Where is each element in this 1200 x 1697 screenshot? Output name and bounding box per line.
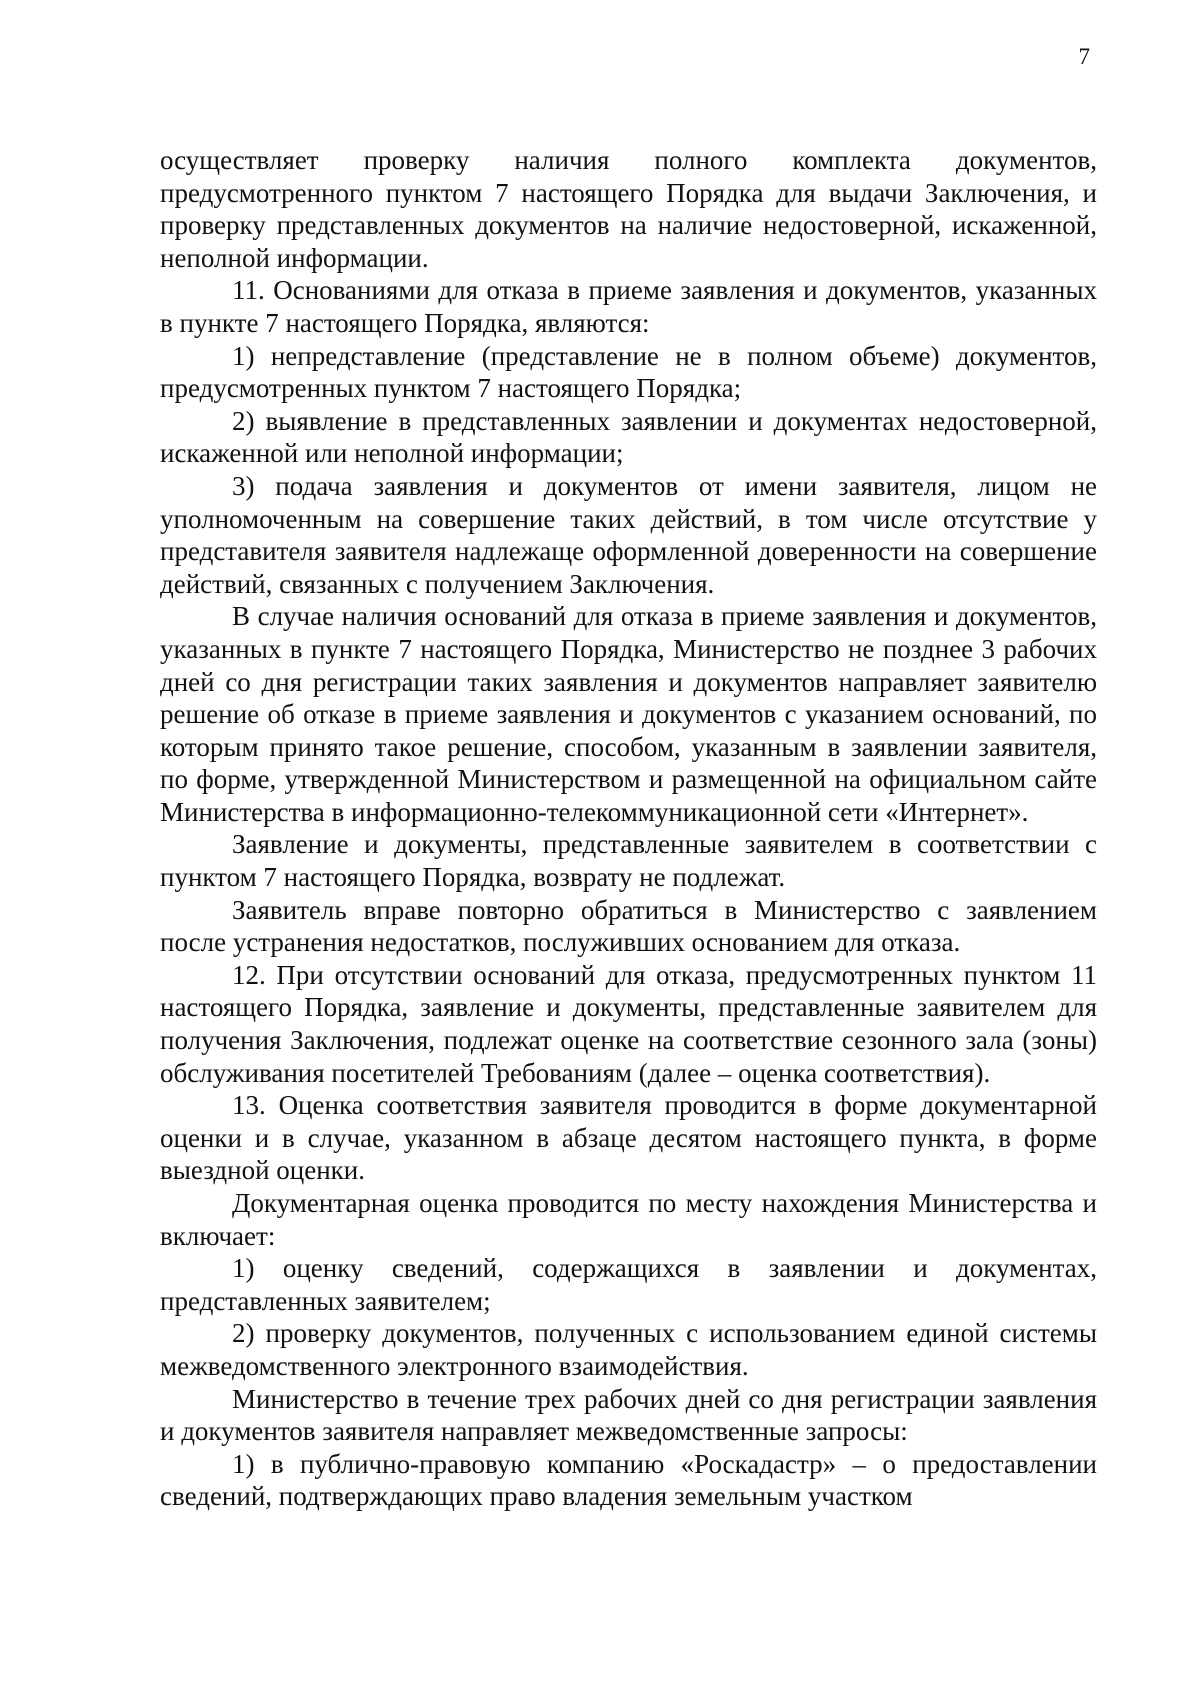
paragraph: 11. Основаниями для отказа в приеме заявления и документов, указанных в пункте 7 настоящего Порядка, являются:	[160, 275, 1097, 338]
paragraph: В случае наличия оснований для отказа в приеме заявления и документов, указанных в пункте 7 настоящего Порядка, Министерство не позднее 3 рабочих дней со дня регистрации таких заявления и документов направляет заявителю решение об отказе в приеме заявления и документов с указанием оснований, по которым принято такое решение, способом, указанным в заявлении заявителя, по форме, утвержденной Министерством и размещенной на официальном сайте Министерства в информационно-телекоммуникационной сети «Интернет».	[160, 601, 1097, 827]
page-number: 7	[1078, 44, 1090, 69]
paragraph: 1) оценку сведений, содержащихся в заявлении и документах, представленных заявителем;	[160, 1253, 1097, 1316]
paragraph: 12. При отсутствии оснований для отказа, предусмотренных пунктом 11 настоящего Порядка, заявление и документы, представленные заявителем для получения Заключения, подлежат оценке на соответствие сезонного зала (зоны) обслуживания посетителей Требованиям (далее – оценка соответствия).	[160, 959, 1097, 1088]
paragraph: 3) подача заявления и документов от имени заявителя, лицом не уполномоченным на совершение таких действий, в том числе отсутствие у представителя заявителя надлежаще оформленной доверенности на совершение действий, связанных с получением Заключения.	[160, 470, 1097, 599]
paragraph: Заявление и документы, представленные заявителем в соответствии с пунктом 7 настоящего Порядка, возврату не подлежат.	[160, 829, 1097, 893]
paragraph: 13. Оценка соответствия заявителя проводится в форме документарной оценки и в случае, указанном в абзаце десятом настоящего пункта, в форме выездной оценки.	[160, 1090, 1097, 1186]
paragraph: Заявитель вправе повторно обратиться в Министерство с заявлением после устранения недостатков, послуживших основанием для отказа.	[160, 894, 1097, 958]
document-body	[160, 144, 1097, 1513]
paragraph: 1) непредставление (представление не в полном объеме) документов, предусмотренных пунктом 7 настоящего Порядка;	[160, 340, 1097, 404]
paragraph: Министерство в течение трех рабочих дней со дня регистрации заявления и документов заявителя направляет межведомственные запросы:	[160, 1383, 1097, 1447]
paragraph: 2) проверку документов, полученных с использованием единой системы межведомственного электронного взаимодействия.	[160, 1318, 1097, 1381]
paragraph: 2) выявление в представленных заявлении и документах недостоверной, искаженной или неполной информации;	[160, 405, 1097, 469]
paragraph: Документарная оценка проводится по месту нахождения Министерства и включает:	[160, 1188, 1097, 1251]
paragraph: 1) в публично-правовую компанию «Роскадастр» – о предоставлении сведений, подтверждающих право владения земельным участком	[160, 1448, 1097, 1512]
paragraph: осуществляет проверку наличия полного комплекта документов, предусмотренного пунктом 7 настоящего Порядка для выдачи Заключения, и проверку представленных документов на наличие недостоверной, искаженной, неполной информации.	[160, 145, 1097, 273]
